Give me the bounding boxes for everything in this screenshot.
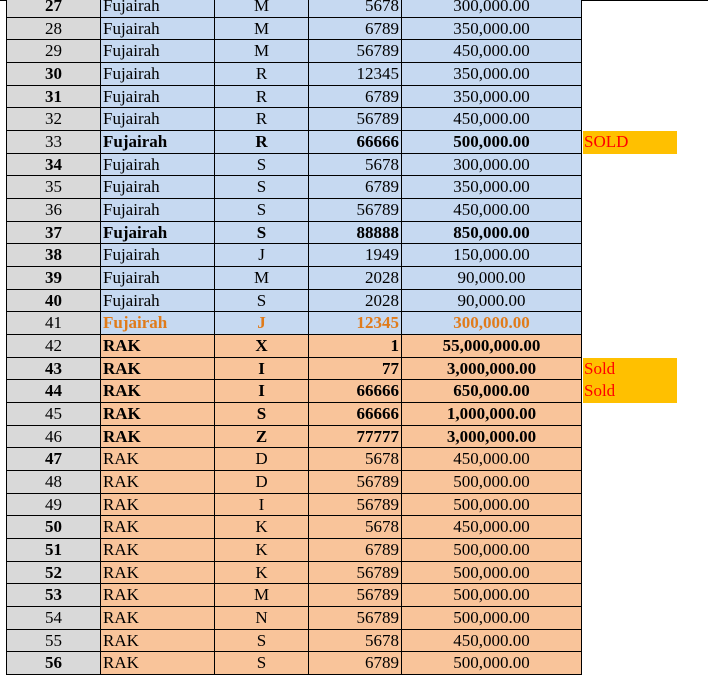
emirate-cell[interactable]: RAK (101, 335, 215, 358)
plate-number-cell[interactable]: 1 (309, 335, 402, 358)
emirate-cell[interactable]: RAK (101, 652, 215, 675)
plate-letter-cell[interactable]: J (215, 312, 309, 335)
plate-number-cell[interactable]: 12345 (309, 312, 402, 335)
plate-number-cell[interactable]: 56789 (309, 607, 402, 630)
price-cell[interactable]: 500,000.00 (402, 607, 582, 630)
table-row[interactable] (0, 426, 680, 449)
table-row[interactable] (0, 652, 680, 675)
table-row[interactable] (0, 471, 680, 494)
emirate-cell[interactable]: RAK (101, 539, 215, 562)
plate-number-cell[interactable]: 56789 (309, 40, 402, 63)
row-number-cell[interactable]: 31 (6, 86, 101, 109)
row-number-cell[interactable]: 56 (6, 652, 101, 675)
price-cell[interactable]: 450,000.00 (402, 199, 582, 222)
plate-number-cell[interactable]: 6789 (309, 539, 402, 562)
plate-number-cell[interactable]: 5678 (309, 448, 402, 471)
row-number-cell[interactable]: 54 (6, 607, 101, 630)
row-number-cell[interactable]: 48 (6, 471, 101, 494)
plate-number-cell[interactable]: 1949 (309, 244, 402, 267)
emirate-cell[interactable]: Fujairah (101, 40, 215, 63)
emirate-cell[interactable]: Fujairah (101, 290, 215, 313)
plate-letter-cell[interactable]: X (215, 335, 309, 358)
plate-letter-cell[interactable]: Z (215, 426, 309, 449)
row-number-cell[interactable]: 45 (6, 403, 101, 426)
row-number-cell[interactable]: 27 (6, 0, 101, 18)
plate-number-cell[interactable]: 5678 (309, 516, 402, 539)
plate-number-cell[interactable]: 6789 (309, 18, 402, 41)
price-cell[interactable]: 150,000.00 (402, 244, 582, 267)
emirate-cell[interactable]: RAK (101, 403, 215, 426)
plate-letter-cell[interactable]: K (215, 516, 309, 539)
row-number-cell[interactable]: 44 (6, 380, 101, 403)
plate-number-cell[interactable]: 6789 (309, 86, 402, 109)
emirate-cell[interactable]: RAK (101, 630, 215, 653)
price-cell[interactable]: 500,000.00 (402, 494, 582, 517)
row-number-cell[interactable]: 36 (6, 199, 101, 222)
sold-status-cell[interactable]: Sold (583, 380, 677, 403)
emirate-cell[interactable]: RAK (101, 358, 215, 381)
plate-letter-cell[interactable]: I (215, 380, 309, 403)
plate-letter-cell[interactable]: M (215, 584, 309, 607)
plate-letter-cell[interactable]: S (215, 403, 309, 426)
emirate-cell[interactable]: RAK (101, 380, 215, 403)
row-number-cell[interactable]: 52 (6, 562, 101, 585)
price-cell[interactable]: 500,000.00 (402, 131, 582, 154)
plate-letter-cell[interactable]: S (215, 199, 309, 222)
price-cell[interactable]: 450,000.00 (402, 630, 582, 653)
plate-number-cell[interactable]: 6789 (309, 652, 402, 675)
row-number-cell[interactable]: 42 (6, 335, 101, 358)
plate-number-cell[interactable]: 2028 (309, 290, 402, 313)
row-number-cell[interactable]: 39 (6, 267, 101, 290)
row-number-cell[interactable]: 29 (6, 40, 101, 63)
row-number-cell[interactable]: 32 (6, 108, 101, 131)
price-cell[interactable]: 500,000.00 (402, 562, 582, 585)
plate-number-cell[interactable]: 5678 (309, 154, 402, 177)
plate-letter-cell[interactable]: S (215, 222, 309, 245)
price-cell[interactable]: 300,000.00 (402, 0, 582, 18)
price-cell[interactable]: 1,000,000.00 (402, 403, 582, 426)
row-number-cell[interactable]: 30 (6, 63, 101, 86)
plate-number-cell[interactable]: 56789 (309, 562, 402, 585)
table-row[interactable] (0, 448, 680, 471)
price-cell[interactable]: 300,000.00 (402, 154, 582, 177)
plate-letter-cell[interactable]: S (215, 154, 309, 177)
table-row[interactable] (0, 63, 680, 86)
plate-letter-cell[interactable]: D (215, 448, 309, 471)
emirate-cell[interactable]: RAK (101, 562, 215, 585)
plate-number-cell[interactable]: 56789 (309, 471, 402, 494)
price-cell[interactable]: 500,000.00 (402, 539, 582, 562)
row-number-cell[interactable]: 37 (6, 222, 101, 245)
emirate-cell[interactable]: Fujairah (101, 108, 215, 131)
plate-letter-cell[interactable]: M (215, 0, 309, 18)
table-row[interactable] (0, 0, 680, 18)
price-cell[interactable]: 450,000.00 (402, 448, 582, 471)
plate-letter-cell[interactable]: K (215, 562, 309, 585)
table-row[interactable] (0, 222, 680, 245)
row-number-cell[interactable]: 47 (6, 448, 101, 471)
plate-number-cell[interactable]: 66666 (309, 403, 402, 426)
price-cell[interactable]: 350,000.00 (402, 63, 582, 86)
plate-letter-cell[interactable]: S (215, 652, 309, 675)
table-row[interactable] (0, 131, 680, 154)
price-cell[interactable]: 450,000.00 (402, 40, 582, 63)
emirate-cell[interactable]: Fujairah (101, 244, 215, 267)
emirate-cell[interactable]: RAK (101, 426, 215, 449)
table-row[interactable] (0, 108, 680, 131)
emirate-cell[interactable]: RAK (101, 448, 215, 471)
emirate-cell[interactable]: Fujairah (101, 176, 215, 199)
table-row[interactable] (0, 312, 680, 335)
emirate-cell[interactable]: Fujairah (101, 131, 215, 154)
table-row[interactable] (0, 539, 680, 562)
price-cell[interactable]: 850,000.00 (402, 222, 582, 245)
plate-number-cell[interactable]: 2028 (309, 267, 402, 290)
row-number-cell[interactable]: 50 (6, 516, 101, 539)
price-cell[interactable]: 500,000.00 (402, 652, 582, 675)
plate-number-cell[interactable]: 56789 (309, 199, 402, 222)
plate-number-cell[interactable]: 6789 (309, 176, 402, 199)
plate-number-cell[interactable]: 66666 (309, 380, 402, 403)
row-number-cell[interactable]: 40 (6, 290, 101, 313)
sold-status-cell[interactable]: Sold (583, 358, 677, 381)
row-number-cell[interactable]: 55 (6, 630, 101, 653)
table-row[interactable] (0, 358, 680, 381)
plate-letter-cell[interactable]: M (215, 40, 309, 63)
table-row[interactable] (0, 154, 680, 177)
emirate-cell[interactable]: Fujairah (101, 18, 215, 41)
plate-letter-cell[interactable]: I (215, 358, 309, 381)
price-cell[interactable]: 300,000.00 (402, 312, 582, 335)
price-cell[interactable]: 500,000.00 (402, 584, 582, 607)
plate-letter-cell[interactable]: D (215, 471, 309, 494)
emirate-cell[interactable]: Fujairah (101, 154, 215, 177)
row-number-cell[interactable]: 41 (6, 312, 101, 335)
table-row[interactable] (0, 335, 680, 358)
plate-letter-cell[interactable]: S (215, 176, 309, 199)
plate-number-cell[interactable]: 77777 (309, 426, 402, 449)
plate-letter-cell[interactable]: R (215, 108, 309, 131)
emirate-cell[interactable]: RAK (101, 471, 215, 494)
table-row[interactable] (0, 176, 680, 199)
table-row[interactable] (0, 244, 680, 267)
plate-letter-cell[interactable]: J (215, 244, 309, 267)
table-row[interactable] (0, 403, 680, 426)
table-row[interactable] (0, 494, 680, 517)
price-cell[interactable]: 350,000.00 (402, 86, 582, 109)
emirate-cell[interactable]: Fujairah (101, 312, 215, 335)
table-row[interactable] (0, 516, 680, 539)
row-number-cell[interactable]: 28 (6, 18, 101, 41)
emirate-cell[interactable]: Fujairah (101, 0, 215, 18)
row-number-cell[interactable]: 51 (6, 539, 101, 562)
table-row[interactable] (0, 607, 680, 630)
plate-letter-cell[interactable]: R (215, 131, 309, 154)
plate-number-cell[interactable]: 56789 (309, 494, 402, 517)
row-number-cell[interactable]: 33 (6, 131, 101, 154)
table-row[interactable] (0, 584, 680, 607)
row-number-cell[interactable]: 34 (6, 154, 101, 177)
plate-number-cell[interactable]: 5678 (309, 630, 402, 653)
table-row[interactable] (0, 630, 680, 653)
price-cell[interactable]: 350,000.00 (402, 18, 582, 41)
table-row[interactable] (0, 290, 680, 313)
emirate-cell[interactable]: Fujairah (101, 63, 215, 86)
row-number-cell[interactable]: 38 (6, 244, 101, 267)
emirate-cell[interactable]: RAK (101, 584, 215, 607)
emirate-cell[interactable]: Fujairah (101, 199, 215, 222)
plate-number-cell[interactable]: 56789 (309, 108, 402, 131)
price-cell[interactable]: 55,000,000.00 (402, 335, 582, 358)
price-cell[interactable]: 650,000.00 (402, 380, 582, 403)
plate-letter-cell[interactable]: K (215, 539, 309, 562)
row-number-cell[interactable]: 35 (6, 176, 101, 199)
plate-letter-cell[interactable]: S (215, 290, 309, 313)
table-row[interactable] (0, 40, 680, 63)
plate-letter-cell[interactable]: M (215, 18, 309, 41)
price-cell[interactable]: 3,000,000.00 (402, 426, 582, 449)
row-number-cell[interactable]: 46 (6, 426, 101, 449)
plate-number-cell[interactable]: 88888 (309, 222, 402, 245)
table-row[interactable] (0, 86, 680, 109)
emirate-cell[interactable]: RAK (101, 607, 215, 630)
emirate-cell[interactable]: Fujairah (101, 222, 215, 245)
emirate-cell[interactable]: Fujairah (101, 267, 215, 290)
row-number-cell[interactable]: 49 (6, 494, 101, 517)
row-number-cell[interactable]: 43 (6, 358, 101, 381)
plate-number-cell[interactable]: 66666 (309, 131, 402, 154)
emirate-cell[interactable]: Fujairah (101, 86, 215, 109)
price-cell[interactable]: 90,000.00 (402, 290, 582, 313)
table-row[interactable] (0, 267, 680, 290)
price-cell[interactable]: 450,000.00 (402, 516, 582, 539)
emirate-cell[interactable]: RAK (101, 516, 215, 539)
table-row[interactable] (0, 18, 680, 41)
price-cell[interactable]: 3,000,000.00 (402, 358, 582, 381)
emirate-cell[interactable]: RAK (101, 494, 215, 517)
table-row[interactable] (0, 562, 680, 585)
plate-letter-cell[interactable]: S (215, 630, 309, 653)
plate-number-cell[interactable]: 12345 (309, 63, 402, 86)
sold-status-cell[interactable]: SOLD (583, 131, 677, 154)
plate-letter-cell[interactable]: R (215, 86, 309, 109)
table-row[interactable] (0, 380, 680, 403)
price-cell[interactable]: 500,000.00 (402, 471, 582, 494)
plate-number-cell[interactable]: 56789 (309, 584, 402, 607)
plate-number-cell[interactable]: 77 (309, 358, 402, 381)
price-cell[interactable]: 90,000.00 (402, 267, 582, 290)
table-row[interactable] (0, 199, 680, 222)
row-number-cell[interactable]: 53 (6, 584, 101, 607)
price-cell[interactable]: 350,000.00 (402, 176, 582, 199)
price-cell[interactable]: 450,000.00 (402, 108, 582, 131)
plate-letter-cell[interactable]: N (215, 607, 309, 630)
plate-letter-cell[interactable]: I (215, 494, 309, 517)
plate-letter-cell[interactable]: R (215, 63, 309, 86)
plate-letter-cell[interactable]: M (215, 267, 309, 290)
plate-number-cell[interactable]: 5678 (309, 0, 402, 18)
